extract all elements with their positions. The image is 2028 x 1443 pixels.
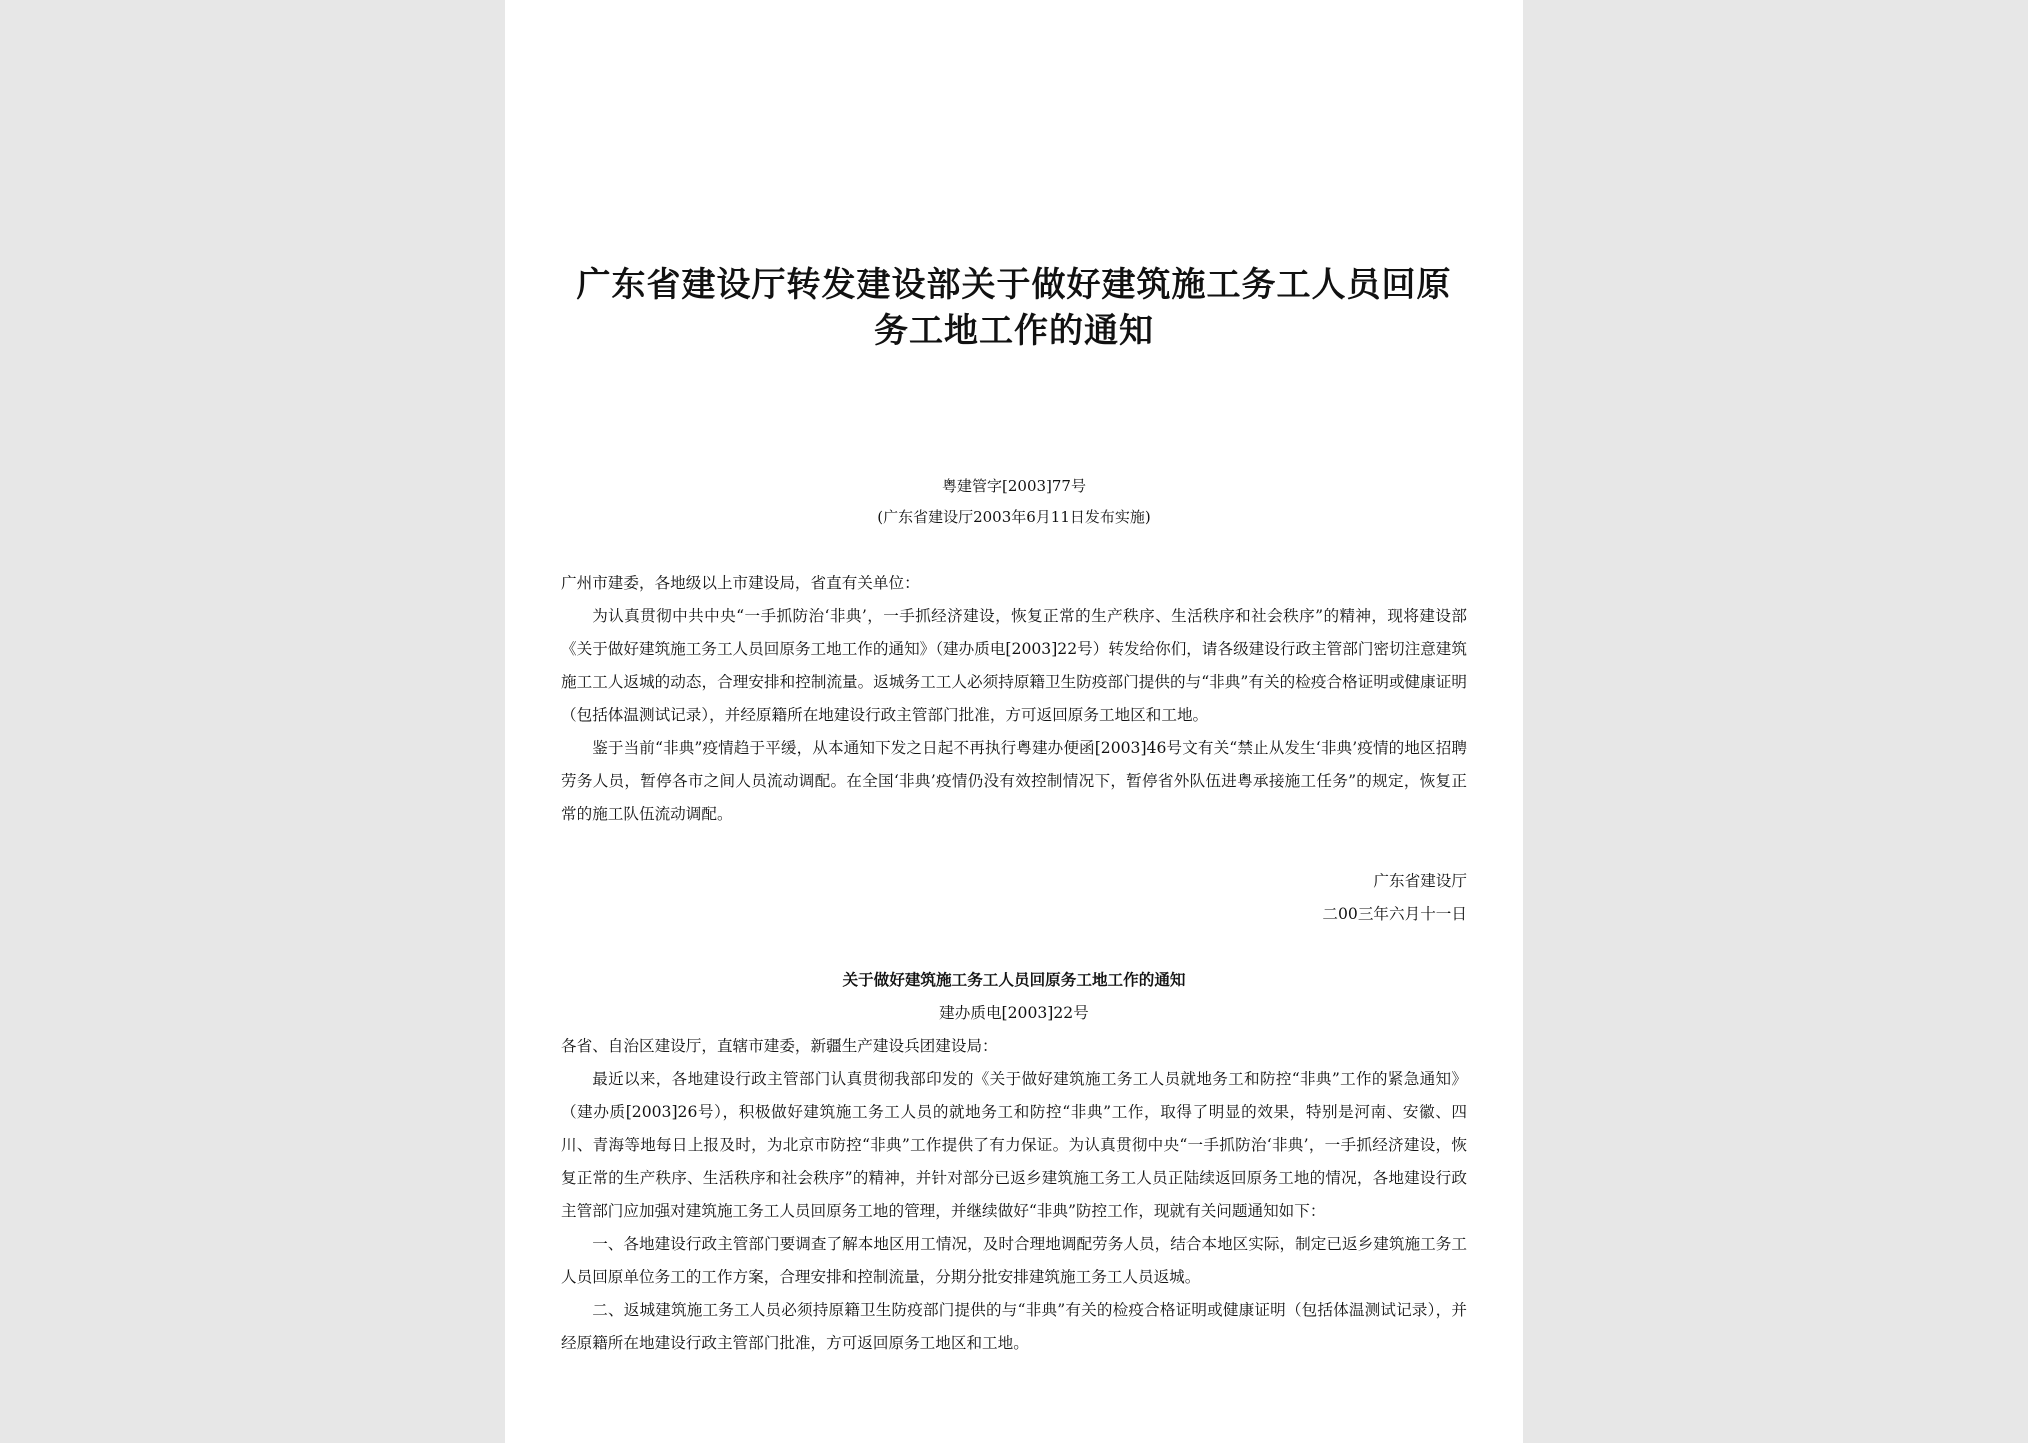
- attachment-title: 关于做好建筑施工务工人员回原务工地工作的通知: [842, 971, 1186, 989]
- attachment-paragraph: 最近以来，各地建设行政主管部门认真贯彻我部印发的《关于做好建筑施工务工人员就地务工和防控“非典”工作的紧急通知》（建办质[2003]26号），积极做好建筑施工务工人员的就地务工和防控“非典”工作，取得了明显的效果，特别是河南、安徽、四川、青海等地每日上报及时，为北京市防控“非典”工作提供了有力保证。为认真贯彻中央“一手抓防治‘非典’，一手抓经济建设，恢复正常的生产秩序、生活秩序和社会秩序”的精神，并针对部分已返乡建筑施工务工人员正陆续返回原务工地的情况，各地建设行政主管部门应加强对建筑施工务工人员回原务工地的管理，并继续做好“非典”防控工作，现就有关问题通知如下：: [561, 1070, 1467, 1220]
- recipients-line: 广州市建委，各地级以上市建设局，省直有关单位：: [561, 574, 920, 592]
- signature-block: [561, 865, 1467, 931]
- body-paragraph: 为认真贯彻中共中央“一手抓防治‘非典’，一手抓经济建设，恢复正常的生产秩序、生活秩序和社会秩序”的精神，现将建设部《关于做好建筑施工务工人员回原务工地工作的通知》（建办质电[2003]22号）转发给你们，请各级建设行政主管部门密切注意建筑施工工人返城的动态，合理安排和控制流量。返城务工工人必须持原籍卫生防疫部门提供的与“非典”有关的检疫合格证明或健康证明（包括体温测试记录），并经原籍所在地建设行政主管部门批准，方可返回原务工地区和工地。: [561, 607, 1467, 724]
- notice-body: [561, 567, 1467, 831]
- document-number: 粤建管字[2003]77号: [942, 477, 1086, 495]
- body-paragraph: 鉴于当前“非典”疫情趋于平缓，从本通知下发之日起不再执行粤建办便函[2003]46号文有关“禁止从发生‘非典’疫情的地区招聘劳务人员，暂停各市之间人员流动调配。在全国‘非典’疫情仍没有效控制情况下，暂停省外队伍进粤承接施工任务”的规定，恢复正常的施工队伍流动调配。: [561, 739, 1467, 823]
- signature-org: 广东省建设厅: [1373, 872, 1467, 890]
- attachment-paragraph: 二、返城建筑施工务工人员必须持原籍卫生防疫部门提供的与“非典”有关的检疫合格证明或健康证明（包括体温测试记录），并经原籍所在地建设行政主管部门批准，方可返回原务工地区和工地。: [561, 1301, 1467, 1352]
- attachment-paragraph: 一、各地建设行政主管部门要调查了解本地区用工情况，及时合理地调配劳务人员，结合本地区实际，制定已返乡建筑施工务工人员回原单位务工的工作方案，合理安排和控制流量，分期分批安排建筑施工务工人员返城。: [561, 1235, 1467, 1286]
- signature-date: 二00三年六月十一日: [1322, 905, 1467, 923]
- issued-note: (广东省建设厅2003年6月11日发布实施): [877, 508, 1151, 526]
- document-page: [505, 0, 1523, 1443]
- attachment-recipients: 各省、自治区建设厅，直辖市建委，新疆生产建设兵团建设局：: [561, 1037, 998, 1055]
- attachment-number: 建办质电[2003]22号: [939, 1004, 1089, 1022]
- document-title: 广东省建设厅转发建设部关于做好建筑施工务工人员回原务工地工作的通知: [576, 265, 1452, 351]
- attachment-body: [561, 1030, 1467, 1360]
